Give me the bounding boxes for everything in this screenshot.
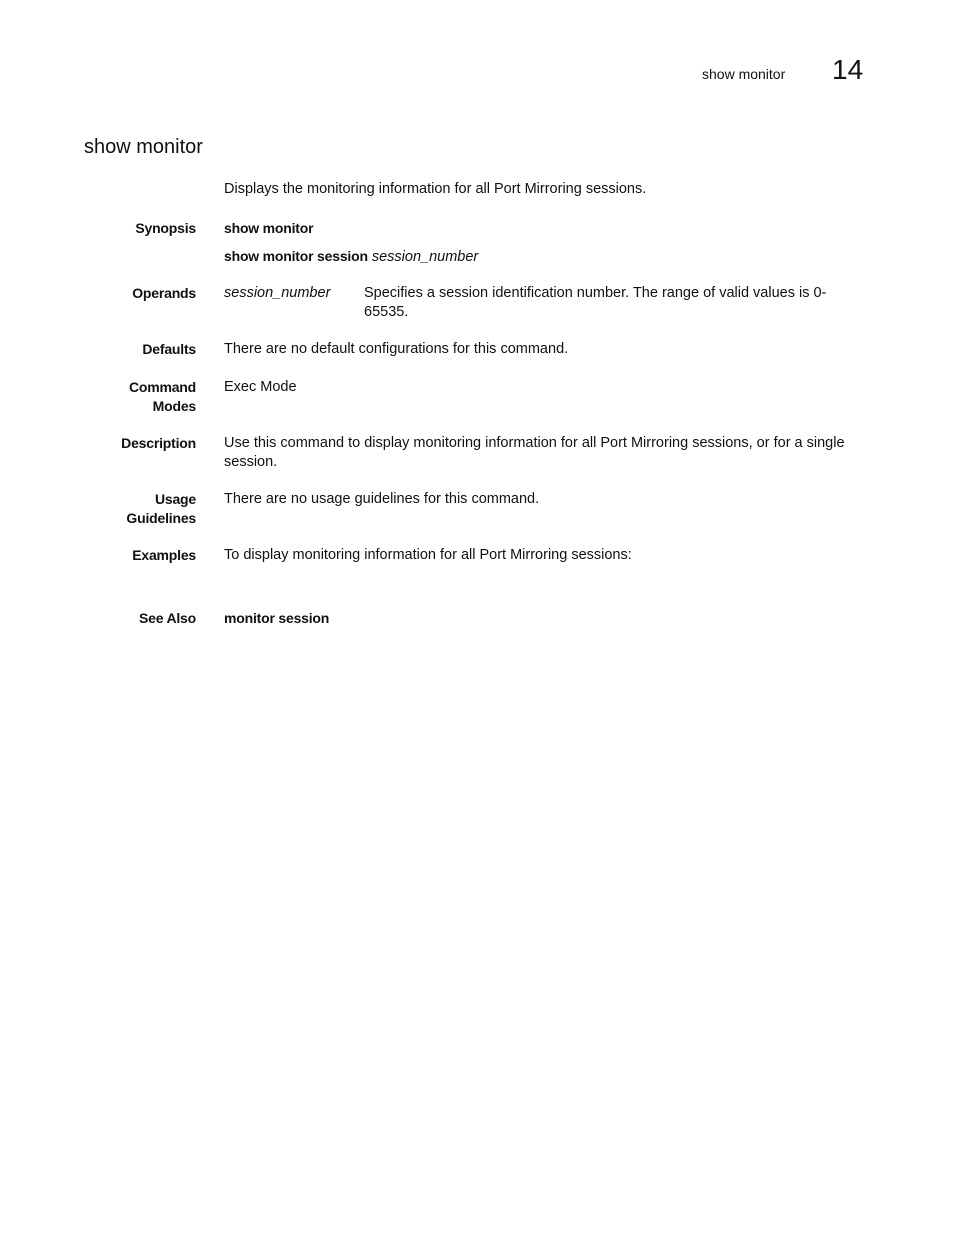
synopsis-variable: session_number (371, 249, 479, 265)
usage-guidelines-label (86, 490, 196, 528)
synopsis-command-1: show monitor (224, 220, 314, 236)
command-modes-text: Exec Mode (224, 379, 297, 395)
usage-guidelines-label-line-2: Guidelines (126, 510, 196, 526)
command-modes-label (86, 378, 196, 416)
synopsis-label: Synopsis (135, 220, 196, 236)
examples-label: Examples (132, 547, 196, 563)
operand-name: session_number (224, 285, 331, 301)
command-modes-label-line-1: Command (128, 379, 196, 395)
see-also-label: See Also (138, 610, 196, 626)
synopsis-command-2: show monitor session (224, 248, 368, 264)
operands-label: Operands (132, 285, 196, 301)
running-header-title: show monitor (702, 66, 786, 82)
page-title: show monitor (84, 136, 203, 158)
synopsis-line-1 (224, 219, 864, 239)
see-also-link[interactable] (224, 609, 864, 629)
defaults-text: There are no default configurations for this command. (224, 341, 569, 357)
description-label: Description (121, 435, 196, 451)
synopsis-line-2 (224, 247, 478, 267)
examples-text: To display monitoring information for all Port Mirroring sessions: (224, 547, 632, 563)
usage-guidelines-label-line-1: Usage (154, 491, 196, 507)
description-text: Use this command to display monitoring information for all Port Mirroring sessions, or for a single session. (224, 435, 845, 470)
usage-guidelines-text: There are no usage guidelines for this command. (224, 491, 540, 507)
operand-description: Specifies a session identification number. The range of valid values is 0-65535. (364, 285, 827, 320)
defaults-label: Defaults (142, 341, 196, 357)
chapter-number: 14 (832, 54, 864, 85)
command-modes-label-line-2: Modes (152, 398, 196, 414)
intro-text: Displays the monitoring information for all Port Mirroring sessions. (224, 181, 647, 197)
see-also-command[interactable]: monitor session (224, 610, 330, 626)
